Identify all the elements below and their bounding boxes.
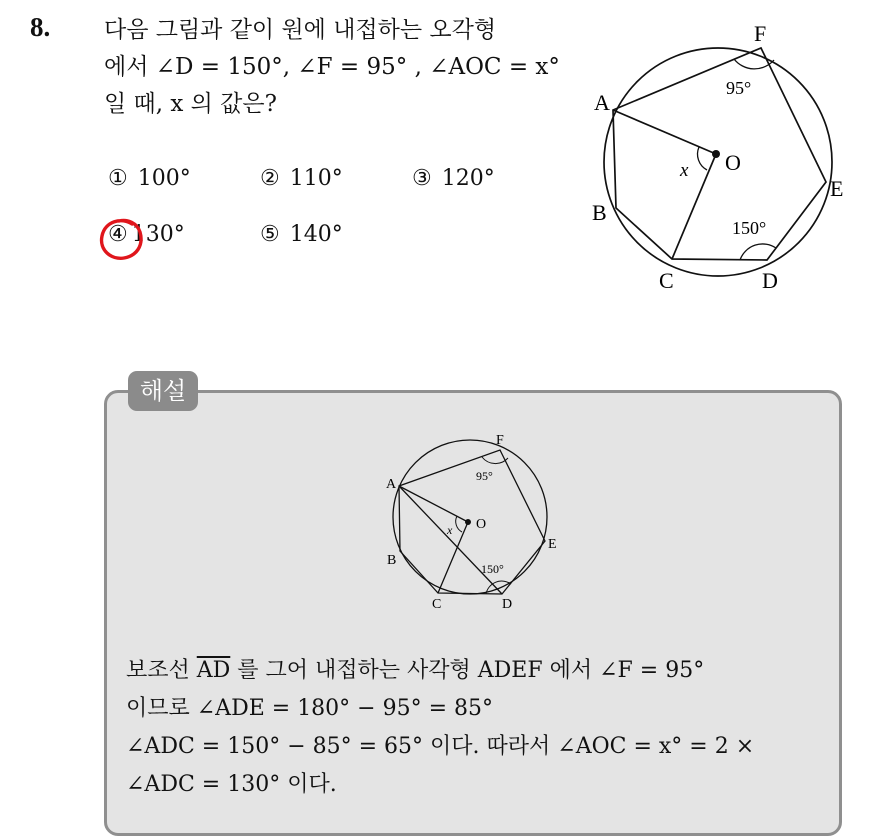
solution-segment-oc [438, 522, 468, 593]
choice-1[interactable] [108, 166, 191, 191]
choice-2-symbol: ② [260, 166, 280, 191]
choice-5-value: 140° [289, 222, 343, 247]
solution-figure [380, 428, 570, 618]
segment-ad-overline: $\overline{AD}$ [196, 658, 231, 683]
choice-4-value: 130° [131, 222, 185, 247]
solution-label-o: O [476, 517, 487, 532]
question-line-2: 에서 ∠D = 150°, ∠F = 95° , ∠AOC = x° [104, 54, 560, 80]
solution-line-2: 이므로 ∠ADE = 180° − 95° = 85° [126, 696, 494, 721]
solution-segment-ad [399, 486, 502, 594]
circumscribed-circle [604, 48, 832, 276]
solution-angle-d-label: 150° [481, 562, 504, 576]
solution-label-a: A [386, 477, 397, 492]
choice-1-value: 100° [137, 166, 191, 191]
choice-4-symbol: ④ [108, 222, 128, 247]
solution-label-b: B [387, 553, 397, 568]
choice-3-value: 120° [441, 166, 495, 191]
choice-2-value: 110° [289, 166, 343, 191]
solution-segment-ao [399, 486, 468, 522]
segment-oc [672, 154, 716, 259]
angle-d-label: 150° [732, 218, 767, 238]
solution-tab: 해설 [128, 371, 198, 411]
solution-angle-x-label: x [447, 523, 453, 537]
answer-check-mark-icon [96, 214, 152, 266]
solution-line-4: ∠ADC = 130° 이다. [126, 772, 337, 797]
segment-ao [613, 110, 716, 154]
solution-line-1-pre: 보조선 [126, 658, 197, 683]
solution-label-c: C [432, 597, 442, 612]
solution-label-e: E [548, 537, 557, 552]
label-b: B [592, 200, 607, 225]
label-e: E [830, 176, 844, 201]
question-line-1: 다음 그림과 같이 원에 내접하는 오각형 [104, 17, 497, 43]
choice-1-symbol: ① [108, 166, 128, 191]
label-c: C [659, 268, 674, 293]
choice-3[interactable] [412, 166, 495, 191]
question-text [104, 12, 574, 123]
solution-angle-f-label: 95° [476, 469, 493, 483]
solution-label-f: F [496, 433, 504, 448]
label-o: O [725, 150, 741, 175]
choice-5[interactable] [260, 222, 343, 247]
solution-line-1-post: 를 그어 내접하는 사각형 ADEF 에서 ∠F = 95° [230, 658, 705, 683]
angle-x-label: x [680, 160, 689, 181]
choice-5-symbol: ⑤ [260, 222, 280, 247]
question-line-3: 일 때, x 의 값은? [104, 91, 277, 117]
solution-text [126, 652, 826, 804]
center-point [712, 150, 720, 158]
angle-f-label: 95° [726, 78, 752, 98]
solution-circle [393, 440, 547, 594]
solution-label-d: D [502, 597, 513, 612]
solution-line-3: ∠ADC = 150° − 85° = 65° 이다. 따라서 ∠AOC = x° = 2 × [126, 734, 755, 759]
question-figure [580, 18, 870, 298]
angle-d-arc [740, 244, 776, 260]
question-number: 8. [30, 12, 51, 42]
choice-3-symbol: ③ [412, 166, 432, 191]
label-f: F [754, 21, 767, 46]
label-d: D [762, 268, 778, 293]
solution-line-1 [126, 652, 826, 690]
label-a: A [594, 90, 610, 115]
choice-2[interactable] [260, 166, 343, 191]
solution-center-point [465, 519, 471, 525]
